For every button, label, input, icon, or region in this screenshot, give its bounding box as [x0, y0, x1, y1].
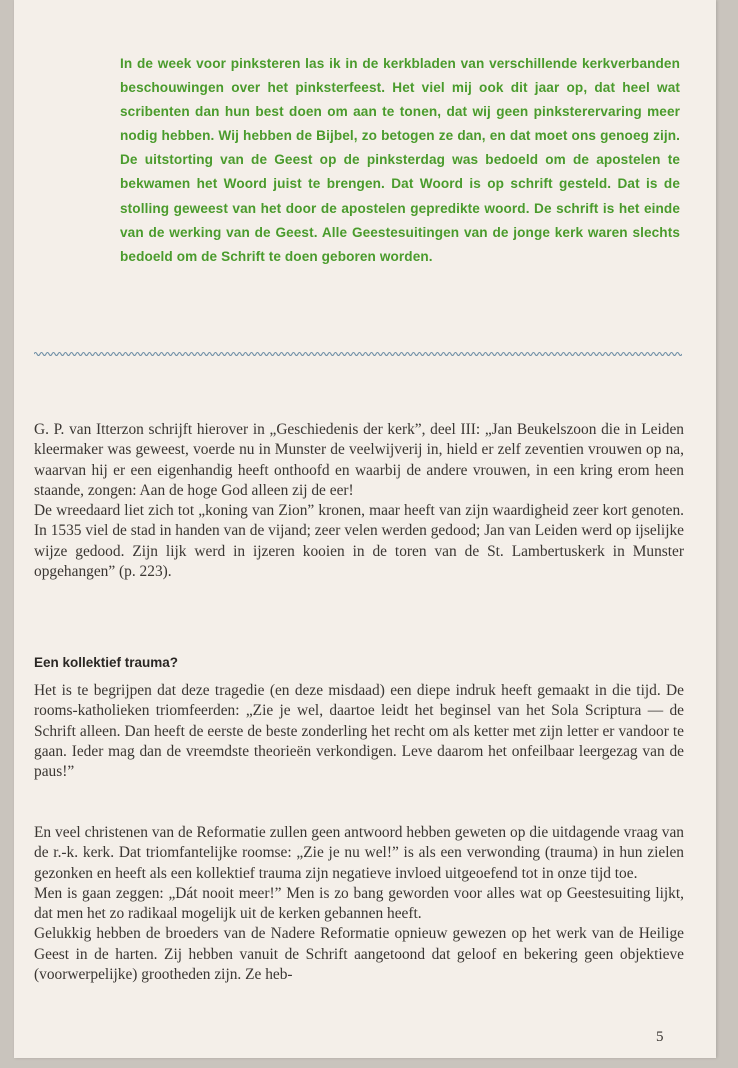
paragraph: Men is gaan zeggen: „Dát nooit meer!” Men is zo bang geworden voor alles wat op Geestesuiting lijkt, dat men het zo radikaal mogelijk uit de kerken gebannen heeft.	[34, 884, 684, 923]
paragraph: Gelukkig hebben de broeders van de Nadere Reformatie opnieuw gewezen op het werk van de Heilige Geest in de harten. Zij hebben vanuit de Schrift aangetoond dat geloof en bekering geen objektieve (voorwerpelijke) grootheden zijn. Ze heb-	[34, 925, 684, 984]
green-intro-text: In de week voor pinksteren las ik in de kerkbladen van verschillende kerkverbanden beschouwingen over het pinksterfeest. Het viel mij ook dit jaar op, dat heel wat scribenten dan hun best doen om aan te tonen, dat wij geen pinksterervaring meer nodig hebben. Wij hebben de Bijbel, zo betogen ze dan, en dat moet ons genoeg zijn. De uitstorting van de Geest op de pinksterdag was bedoeld om de apostelen te bekwamen het Woord juist te brengen. Dat Woord is op schrift gesteld. Dat is de stolling geweest van het door de apostelen gepredikte woord. De schrift is het einde van de werking van de Geest. Alle Geestesuitingen van de jonge kerk waren slechts bedoeld om de Schrift te doen geboren worden.	[120, 56, 680, 264]
section-heading: Een kollektief trauma?	[34, 655, 179, 670]
trauma-paragraphs	[34, 823, 684, 985]
page-number: 5	[656, 1029, 664, 1045]
paragraph: En veel christenen van de Reformatie zullen geen antwoord hebben geweten op die uitdagende vraag van de r.-k. kerk. Dat triomfantelijke roomse: „Zie je nu wel!” is als een verwonding (trauma) in hun zielen gezonken en heeft als een kollektief trauma zijn negatieve invloed uitgeoefend tot in onze tijd toe.	[34, 824, 684, 882]
quote-block	[34, 420, 684, 582]
quote-paragraph-1: G. P. van Itterzon schrijft hierover in „Geschiedenis der kerk”, deel III: „Jan Beukelszoon die in Leiden kleermaker was geweest, voerde nu in Munster de veelwijverij in, hield er zelf zeventien vrouwen op na, waarvan hij er een eigenhandig heeft onthoofd en waarbij de andere vrouwen, in een kring erom heen staande, zongen: Aan de hoge God alleen zij de eer!	[34, 421, 684, 499]
quote-paragraph-2: De wreedaard liet zich tot „koning van Zion” kronen, maar heeft van zijn waardigheid zeer kort genoten. In 1535 viel de stad in handen van de vijand; zeer velen werden gedood; Jan van Leiden werd op ijselijke wijze gedood. Zijn lijk werd in ijzeren kooien in de toren van de St. Lambertuskerk in Munster opgehangen” (p. 223).	[34, 502, 684, 581]
page	[14, 0, 716, 1058]
trauma-paragraph-1	[34, 681, 684, 782]
wavy-divider	[34, 350, 682, 358]
paragraph: Het is te begrijpen dat deze tragedie (en deze misdaad) een diepe indruk heeft gemaakt in die tijd. De rooms-katholieken triomfeerden: „Zie je wel, daartoe leidt het beginsel van het Sola Scriptura — de Schrift alleen. Dan heeft de eerste de beste zonderling het recht om als ketter met zijn letter er vandoor te gaan. Ieder mag dan de vreemdste theorieën verkondigen. Leve daarom het onfeilbaar leergezag van de paus!”	[34, 682, 684, 781]
